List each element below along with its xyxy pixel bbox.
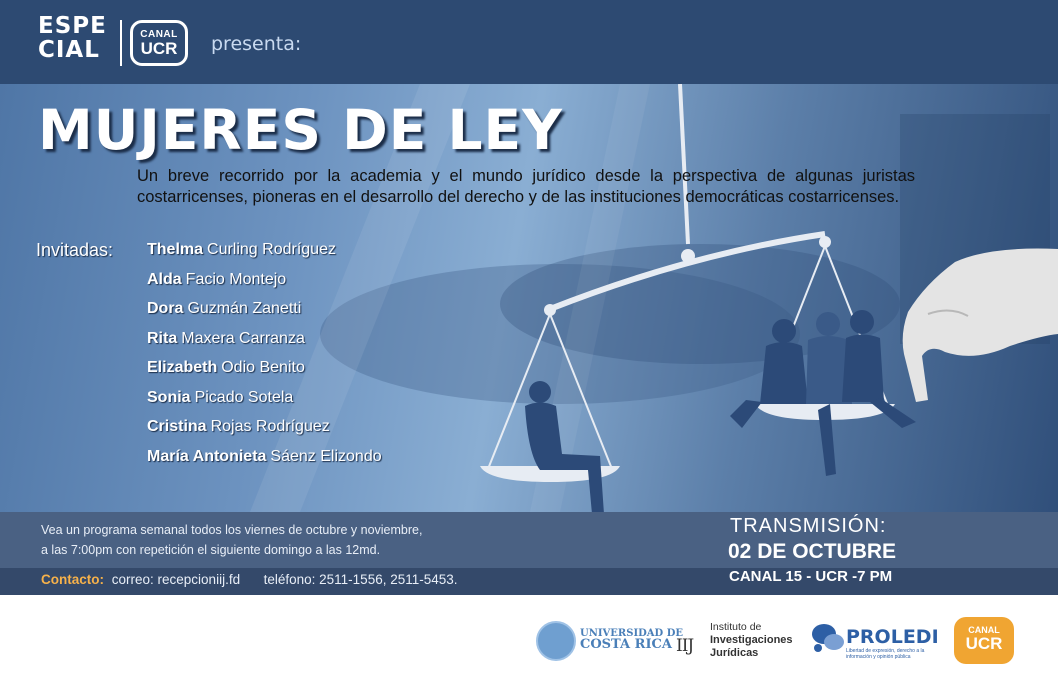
schedule-line1: Vea un programa semanal todos los viernes de octubre y noviembre, (41, 523, 423, 537)
guest-item (147, 271, 382, 301)
speech-bubbles-icon (810, 620, 846, 656)
guest-last-name: Guzmán Zanetti (187, 300, 302, 317)
ucr-logo-text (580, 628, 683, 650)
guest-item (147, 241, 382, 271)
guest-item (147, 448, 382, 478)
guest-last-name: Rojas Rodríguez (210, 418, 330, 435)
guest-first-name: Dora (147, 300, 184, 317)
guest-first-name: Thelma (147, 241, 204, 258)
guest-item (147, 359, 382, 389)
iij-line3: Jurídicas (710, 647, 759, 659)
program-description: Un breve recorrido por la academia y el mundo jurídico desde la perspectiva de algunas juristas costarricenses, pioneras en el desarrollo del derecho y de las instituciones democráticas costarricenses. (137, 167, 915, 206)
contact-phone: teléfono: 2511-1556, 2511-5453. (263, 572, 458, 587)
contact-email: correo: recepcioniij.fd (111, 572, 241, 587)
contact-info (41, 572, 458, 587)
guest-last-name: Facio Montejo (185, 270, 287, 288)
transmission-channel: CANAL 15 - UCR -7 PM (729, 568, 893, 585)
especial-line1: ESPE (38, 13, 107, 39)
canal-footer-bottom: UCR (965, 634, 1003, 653)
guest-first-name: Rita (147, 329, 178, 347)
presenta-text: presenta: (211, 33, 302, 55)
guest-first-name: Alda (147, 270, 182, 288)
proledi-logo-text: PROLEDI (846, 626, 939, 648)
schedule-text (41, 520, 422, 560)
ucr-line2: COSTA RICA (580, 637, 672, 652)
canal-ucr-logo (130, 20, 188, 66)
guest-last-name: Curling Rodríguez (207, 241, 336, 258)
schedule-line2: a las 7:00pm con repetición el siguiente domingo a las 12md. (41, 543, 381, 557)
contact-label: Contacto: (41, 572, 104, 587)
canal-badge-bottom: UCR (140, 39, 178, 58)
header-bar (0, 0, 1058, 84)
guest-item (147, 330, 382, 360)
iij-logo-mark: IIJ (676, 636, 694, 656)
guest-last-name: Picado Sotela (194, 388, 294, 406)
guest-item (147, 418, 382, 448)
especial-logo (38, 14, 107, 62)
guest-last-name: Sáenz Elizondo (270, 447, 382, 465)
guest-item (147, 389, 382, 419)
guest-last-name: Odio Benito (221, 359, 305, 376)
transmission-date: 02 DE OCTUBRE (728, 540, 897, 563)
guest-first-name: Sonia (147, 388, 191, 406)
logo-divider (120, 20, 122, 66)
iij-line1: Instituto de (710, 621, 762, 633)
proledi-tagline: Libertad de expresión, derecho a la información y opinión pública (846, 648, 925, 660)
ucr-seal-icon (536, 621, 576, 661)
canal-badge-top: CANAL (140, 29, 178, 40)
iij-line2: Investigaciones (710, 634, 793, 646)
program-title: MUJERES DE LEY (38, 98, 563, 162)
guest-first-name: Cristina (147, 418, 207, 435)
guest-last-name: Maxera Carranza (181, 329, 305, 347)
transmission-label: TRANSMISIÓN: (730, 515, 887, 537)
guest-first-name: Elizabeth (147, 359, 218, 376)
especial-line2: CIAL (38, 37, 100, 63)
guest-list (147, 241, 382, 477)
guest-first-name: María Antonieta (147, 447, 267, 465)
canal-footer-top: CANAL (968, 625, 1000, 635)
ucr-line1: UNIVERSIDAD DE (580, 628, 684, 639)
canal-ucr-footer-logo (954, 617, 1014, 664)
guests-label: Invitadas: (36, 240, 114, 260)
guest-item (147, 300, 382, 330)
iij-logo-text (710, 621, 793, 660)
hero-section (0, 84, 1058, 512)
